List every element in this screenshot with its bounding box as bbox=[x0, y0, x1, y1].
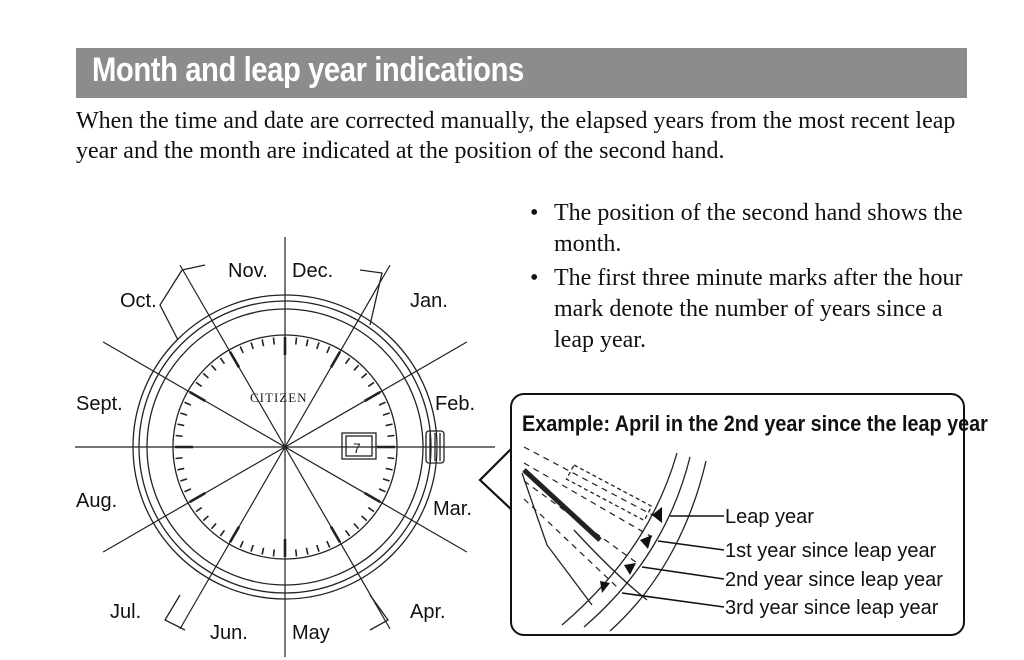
minute-mark bbox=[177, 468, 184, 469]
minute-mark bbox=[262, 548, 263, 555]
minute-mark bbox=[240, 541, 243, 547]
minute-mark bbox=[274, 549, 275, 556]
minute-mark bbox=[386, 424, 393, 425]
month-label: Aug. bbox=[76, 490, 118, 512]
bullet-list bbox=[530, 198, 980, 359]
minute-mark bbox=[196, 382, 202, 386]
minute-mark bbox=[296, 549, 297, 556]
second-hand bbox=[524, 470, 600, 540]
month-label: Jul. bbox=[110, 601, 142, 623]
minute-mark bbox=[368, 382, 374, 386]
minute-mark bbox=[176, 436, 183, 437]
minute-mark bbox=[185, 402, 191, 405]
arrow-icon bbox=[652, 507, 662, 523]
month-label: Dec. bbox=[292, 260, 334, 282]
minute-mark bbox=[274, 338, 275, 345]
watch-lug bbox=[370, 595, 388, 630]
minute-mark bbox=[362, 516, 367, 521]
year-1-label: 1st year since leap year bbox=[725, 540, 937, 562]
minute-mark bbox=[346, 358, 350, 364]
minute-mark bbox=[368, 508, 374, 512]
minute-mark bbox=[211, 524, 216, 529]
year-2-label: 2nd year since leap year bbox=[725, 569, 943, 591]
arrow-icon bbox=[600, 581, 610, 593]
minute-mark bbox=[262, 339, 263, 346]
minute-mark bbox=[220, 530, 224, 536]
page-title: Month and leap year indications bbox=[92, 51, 524, 89]
leap-year-label: Leap year bbox=[725, 506, 814, 528]
minute-mark bbox=[176, 458, 183, 459]
minute-mark bbox=[196, 508, 202, 512]
watch-lug bbox=[182, 265, 205, 270]
year-3-label: 3rd year since leap year bbox=[725, 597, 939, 619]
minute-mark bbox=[203, 373, 208, 378]
watch-lug bbox=[160, 270, 182, 340]
minute-mark bbox=[387, 458, 394, 459]
minute-mark bbox=[387, 436, 394, 437]
example-panel bbox=[510, 393, 988, 636]
month-label: Sept. bbox=[76, 393, 123, 415]
dial-detail-illustration bbox=[512, 395, 967, 638]
bullet-item: • The position of the second hand shows the month. bbox=[530, 198, 980, 260]
month-label: Jan. bbox=[410, 290, 448, 312]
minute-mark bbox=[240, 347, 243, 353]
minute-mark bbox=[211, 365, 216, 370]
minute-mark bbox=[362, 373, 367, 378]
minute-mark bbox=[327, 347, 330, 353]
minute-mark bbox=[251, 342, 253, 349]
month-label: Oct. bbox=[120, 290, 157, 312]
minute-mark bbox=[379, 489, 385, 492]
month-label: Apr. bbox=[410, 601, 446, 623]
month-label: Jun. bbox=[210, 622, 248, 644]
minute-mark bbox=[251, 545, 253, 552]
month-label: Nov. bbox=[228, 260, 268, 282]
month-label: Feb. bbox=[435, 393, 476, 415]
section-title-bar bbox=[76, 48, 967, 98]
bullet-item: • The first three minute marks after the hour mark denote the number of years since a leap year. bbox=[530, 263, 980, 356]
minute-mark bbox=[346, 530, 350, 536]
minute-mark bbox=[383, 479, 390, 481]
intro-paragraph: When the time and date are corrected manually, the elapsed years from the most recent leap year and the month are indicated at the position of the second hand. bbox=[76, 108, 956, 164]
minute-mark bbox=[185, 489, 191, 492]
arrow-icon bbox=[640, 535, 652, 549]
minute-mark bbox=[180, 479, 187, 481]
minute-mark bbox=[379, 402, 385, 405]
watch-dial-illustration bbox=[70, 235, 490, 660]
brand-logo: CITIZEN bbox=[250, 390, 308, 405]
date-window-value: 7 bbox=[353, 440, 361, 456]
minute-mark bbox=[327, 541, 330, 547]
minute-mark bbox=[317, 342, 319, 349]
minute-mark bbox=[306, 548, 307, 555]
example-title: Example: April in the 2nd year since the leap year bbox=[522, 411, 988, 436]
month-label: Mar. bbox=[433, 498, 472, 520]
minute-mark bbox=[383, 413, 390, 415]
minute-mark bbox=[354, 365, 359, 370]
minute-mark bbox=[306, 339, 307, 346]
month-label: May bbox=[292, 622, 330, 644]
minute-mark bbox=[180, 413, 187, 415]
minute-mark bbox=[177, 424, 184, 425]
minute-mark bbox=[317, 545, 319, 552]
minute-mark bbox=[354, 524, 359, 529]
minute-mark bbox=[220, 358, 224, 364]
minute-mark bbox=[386, 468, 393, 469]
bezel-arc bbox=[562, 453, 677, 625]
hour-marker bbox=[566, 465, 651, 520]
minute-mark bbox=[296, 338, 297, 345]
minute-mark bbox=[203, 516, 208, 521]
